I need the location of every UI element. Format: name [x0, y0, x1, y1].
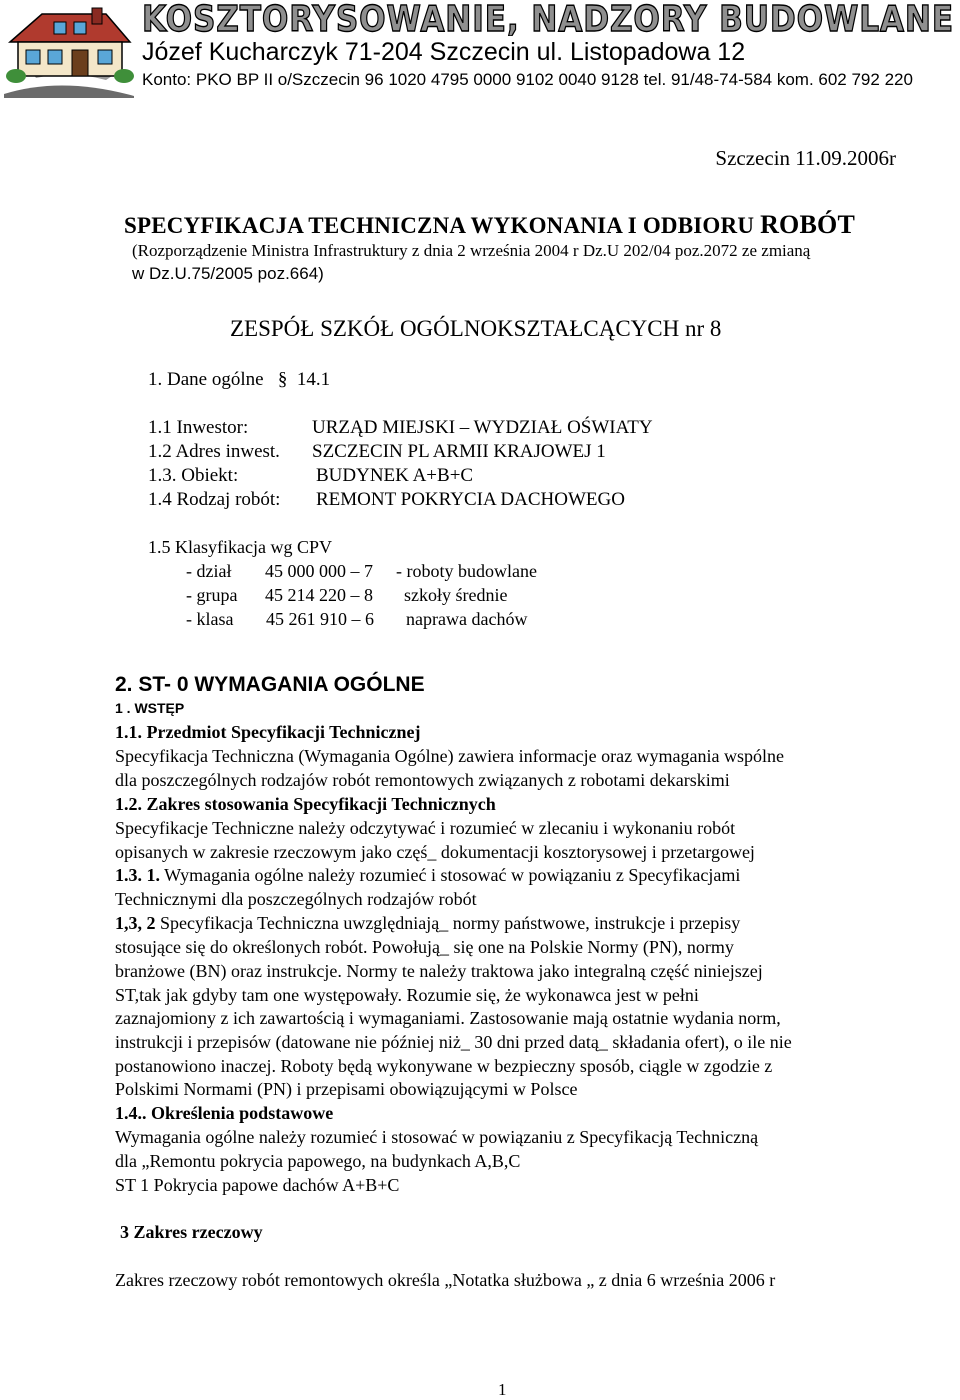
- paragraph-1-2-line-1: Specyfikacje Techniczne należy odczytywać i rozumieć w zlecaniu i wykonaniu robót: [115, 818, 736, 838]
- paragraph-1-2-line-2: opisanych w zakresie rzeczowym jako częś_ dokumentacji kosztorysowej i przetargowej: [115, 842, 755, 862]
- paragraph-1-3-2-line-2: stosujące się do określonych robót. Powołują_ się one na Polskie Normy (PN), normy: [115, 937, 734, 957]
- cpv-heading: 1.5 Klasyfikacja wg CPV: [148, 537, 332, 557]
- field-object: 1.3. Obiekt: BUDYNEK A+B+C: [148, 465, 474, 486]
- company-name-address: Józef Kucharczyk 71-204 Szczecin ul. Listopadowa 12: [142, 38, 746, 66]
- field-work-type: 1.4 Rodzaj robót: REMONT POKRYCIA DACHOWEGO: [148, 489, 625, 510]
- heading-1-1: 1.1. Przedmiot Specyfikacji Technicznej: [115, 722, 421, 742]
- document-date: Szczecin 11.09.2006r: [715, 146, 896, 170]
- paragraph-3-scope: Zakres rzeczowy robót remontowych określa „Notatka służbowa „ z dnia 6 września 2006 r: [115, 1270, 776, 1290]
- paragraph-1-1-line-2: dla poszczególnych rodzajów robót remontowych związanych z robotami dekarskimi: [115, 770, 730, 790]
- paragraph-1-4-line-1: Wymagania ogólne należy rozumieć i stosować w powiązaniu z Specyfikacją Techniczną: [115, 1127, 759, 1147]
- paragraph-1-4-line-2: dla „Remontu pokrycia papowego, na budynkach A,B,C: [115, 1151, 521, 1171]
- svg-text:KOSZTORYSOWANIE, NADZORY BUDOW: KOSZTORYSOWANIE, NADZORY BUDOWLANE: [142, 0, 954, 36]
- heading-1-4: 1.4.. Określenia podstawowe: [115, 1103, 334, 1123]
- cpv-row-class: - klasa 45 261 910 – 6 naprawa dachów: [186, 609, 528, 629]
- cpv-row-group: - grupa 45 214 220 – 8 szkoły średnie: [186, 585, 508, 605]
- paragraph-1-4-line-3: ST 1 Pokrycia papowe dachów A+B+C: [115, 1175, 400, 1195]
- section-2-heading: 2. ST- 0 WYMAGANIA OGÓLNE: [115, 673, 425, 696]
- page-number: 1: [498, 1380, 507, 1399]
- heading-3-scope: 3 Zakres rzeczowy: [120, 1222, 263, 1242]
- house-icon: [2, 6, 137, 98]
- company-banner: [140, 0, 960, 36]
- document-title: SPECYFIKACJA TECHNICZNA WYKONANIA I ODBIORU ROBÓT: [124, 210, 855, 239]
- heading-1-2: 1.2. Zakres stosowania Specyfikacji Technicznych: [115, 794, 496, 814]
- paragraph-1-3-2-line-6: instrukcji i przepisów (datowane nie później niż_ 30 dni przed datą_ składania ofert), o ile nie: [115, 1032, 792, 1052]
- school-name: ZESPÓŁ SZKÓŁ OGÓLNOKSZTAŁCĄCYCH nr 8: [230, 316, 722, 341]
- regulation-line-2: w Dz.U.75/2005 poz.664): [132, 264, 324, 283]
- paragraph-1-3-1-line-2: Technicznymi dla poszczególnych rodzajów robót: [115, 889, 477, 909]
- paragraph-1-3-2-line-8: Polskimi Normami (PN) i przepisami obowiązującymi w Polsce: [115, 1079, 578, 1099]
- paragraph-1-3-1-line-1: 1.3. 1. Wymagania ogólne należy rozumieć i stosować w powiązaniu z Specyfikacjami: [115, 865, 741, 885]
- cpv-row-division: - dział 45 000 000 – 7 - roboty budowlane: [186, 561, 537, 581]
- bank-account-contact: Konto: PKO BP II o/Szczecin 96 1020 4795 0000 9102 0040 9128 tel. 91/48-74-584 kom. 602 792 220: [142, 70, 913, 89]
- paragraph-1-3-2-line-1: 1,3, 2 Specyfikacja Techniczna uwzględniają_ normy państwowe, instrukcje i przepisy: [115, 913, 741, 933]
- paragraph-1-3-2-line-4: ST,tak jak gdyby tam one występowały. Rozumie się, że wykonawca jest w pełni: [115, 985, 699, 1005]
- field-investor-address: 1.2 Adres inwest. SZCZECIN PL ARMII KRAJOWEJ 1: [148, 441, 606, 462]
- paragraph-1-3-2-line-5: zaznajomiony z ich zawartością i wymaganiami. Zastosowanie mają ostatnie wydania norm,: [115, 1008, 781, 1028]
- field-investor: 1.1 Inwestor: URZĄD MIEJSKI – WYDZIAŁ OŚWIATY: [148, 417, 653, 438]
- intro-heading: 1 . WSTĘP: [115, 700, 185, 716]
- paragraph-1-3-2-line-7: postanowiono inaczej. Roboty będą wykonywane w bezpieczny sposób, ciągle w zgodzie z: [115, 1056, 773, 1076]
- paragraph-1-3-2-line-3: branżowe (BN) oraz instrukcje. Normy te należy traktowa jako integralną część niniejszej: [115, 961, 763, 981]
- regulation-line-1: (Rozporządzenie Ministra Infrastruktury z dnia 2 września 2004 r Dz.U 202/04 poz.2072 ze zmianą: [132, 241, 811, 260]
- general-data-heading: 1. Dane ogólne § 14.1: [148, 369, 331, 390]
- paragraph-1-1-line-1: Specyfikacja Techniczna (Wymagania Ogólne) zawiera informacje oraz wymagania wspólne: [115, 746, 785, 766]
